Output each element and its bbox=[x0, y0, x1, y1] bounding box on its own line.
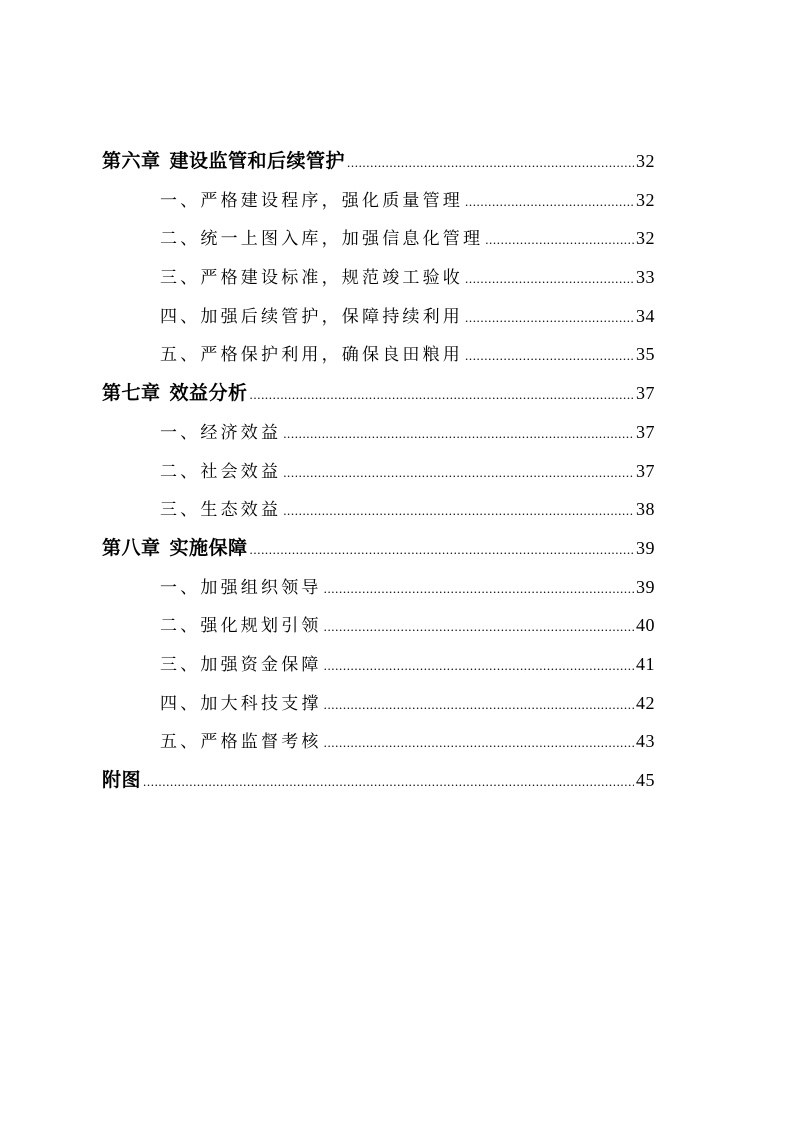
page-number: 33 bbox=[636, 267, 655, 288]
page-number: 32 bbox=[636, 189, 655, 210]
page-number: 35 bbox=[636, 344, 655, 365]
section-title: 二、统一上图入库，加强信息化管理 bbox=[160, 229, 484, 250]
dot-leader bbox=[324, 570, 634, 609]
toc-section[interactable] bbox=[102, 645, 655, 684]
section-title: 二、强化规划引领 bbox=[160, 616, 322, 637]
toc-appendix[interactable] bbox=[102, 761, 655, 800]
dot-leader bbox=[324, 686, 634, 725]
page-number: 39 bbox=[636, 576, 655, 597]
dot-leader bbox=[283, 454, 634, 493]
page-number: 40 bbox=[636, 615, 655, 636]
chapter-title: 实施保障 bbox=[169, 536, 248, 559]
dot-leader bbox=[347, 144, 634, 183]
toc-section[interactable] bbox=[102, 219, 655, 258]
dot-leader bbox=[485, 221, 634, 260]
table-of-contents bbox=[102, 142, 655, 800]
dot-leader bbox=[465, 299, 634, 338]
chapter-title: 建设监管和后续管护 bbox=[169, 150, 346, 172]
toc-chapter-6[interactable] bbox=[102, 142, 655, 181]
page-number: 37 bbox=[636, 421, 655, 442]
dot-leader bbox=[465, 337, 634, 376]
toc-section[interactable] bbox=[102, 413, 655, 452]
toc-section[interactable] bbox=[102, 684, 655, 723]
dot-leader bbox=[465, 260, 634, 299]
chapter-title: 效益分析 bbox=[169, 382, 248, 405]
toc-section[interactable] bbox=[102, 335, 655, 374]
dot-leader bbox=[324, 724, 634, 763]
page-number: 39 bbox=[636, 537, 655, 558]
page-number: 34 bbox=[636, 305, 655, 326]
dot-leader bbox=[250, 376, 634, 415]
page-number: 32 bbox=[636, 151, 655, 171]
section-title: 一、加强组织领导 bbox=[160, 577, 322, 598]
toc-entry-title bbox=[102, 374, 248, 413]
dot-leader bbox=[283, 492, 634, 531]
section-title: 一、经济效益 bbox=[160, 422, 282, 443]
dot-leader bbox=[324, 608, 634, 647]
toc-entry-title bbox=[102, 529, 248, 568]
page-number: 37 bbox=[636, 460, 655, 481]
section-title: 五、严格监督考核 bbox=[160, 732, 322, 753]
dot-leader bbox=[324, 647, 634, 686]
toc-section[interactable] bbox=[102, 452, 655, 491]
dot-leader bbox=[143, 763, 634, 802]
toc-section[interactable] bbox=[102, 490, 655, 529]
chapter-label: 第八章 bbox=[102, 536, 161, 559]
toc-section[interactable] bbox=[102, 568, 655, 607]
toc-section[interactable] bbox=[102, 181, 655, 220]
page-number: 37 bbox=[636, 383, 655, 404]
page-number: 43 bbox=[636, 731, 655, 752]
page-number: 45 bbox=[636, 770, 655, 790]
section-title: 五、严格保护利用，确保良田粮用 bbox=[160, 345, 463, 366]
chapter-label: 第七章 bbox=[102, 382, 161, 405]
page-number: 42 bbox=[636, 692, 655, 713]
section-title: 三、加强资金保障 bbox=[160, 654, 322, 675]
section-title: 一、严格建设程序，强化质量管理 bbox=[160, 190, 463, 211]
section-title: 四、加大科技支撑 bbox=[160, 693, 322, 714]
section-title: 四、加强后续管护，保障持续利用 bbox=[160, 306, 463, 327]
section-title: 三、严格建设标准，规范竣工验收 bbox=[160, 268, 463, 289]
toc-section[interactable] bbox=[102, 297, 655, 336]
toc-chapter-8[interactable] bbox=[102, 529, 655, 568]
dot-leader bbox=[283, 415, 634, 454]
toc-section[interactable] bbox=[102, 258, 655, 297]
toc-section[interactable] bbox=[102, 606, 655, 645]
section-title: 三、生态效益 bbox=[160, 500, 282, 521]
chapter-label: 第六章 bbox=[102, 150, 161, 172]
dot-leader bbox=[250, 531, 634, 570]
toc-section[interactable] bbox=[102, 722, 655, 761]
toc-chapter-7[interactable] bbox=[102, 374, 655, 413]
appendix-title: 附图 bbox=[102, 769, 142, 791]
page-number: 32 bbox=[636, 228, 655, 249]
section-title: 二、社会效益 bbox=[160, 461, 282, 482]
toc-entry-title bbox=[102, 142, 345, 181]
page-number: 41 bbox=[636, 653, 655, 674]
page-number: 38 bbox=[636, 499, 655, 520]
dot-leader bbox=[465, 183, 634, 222]
